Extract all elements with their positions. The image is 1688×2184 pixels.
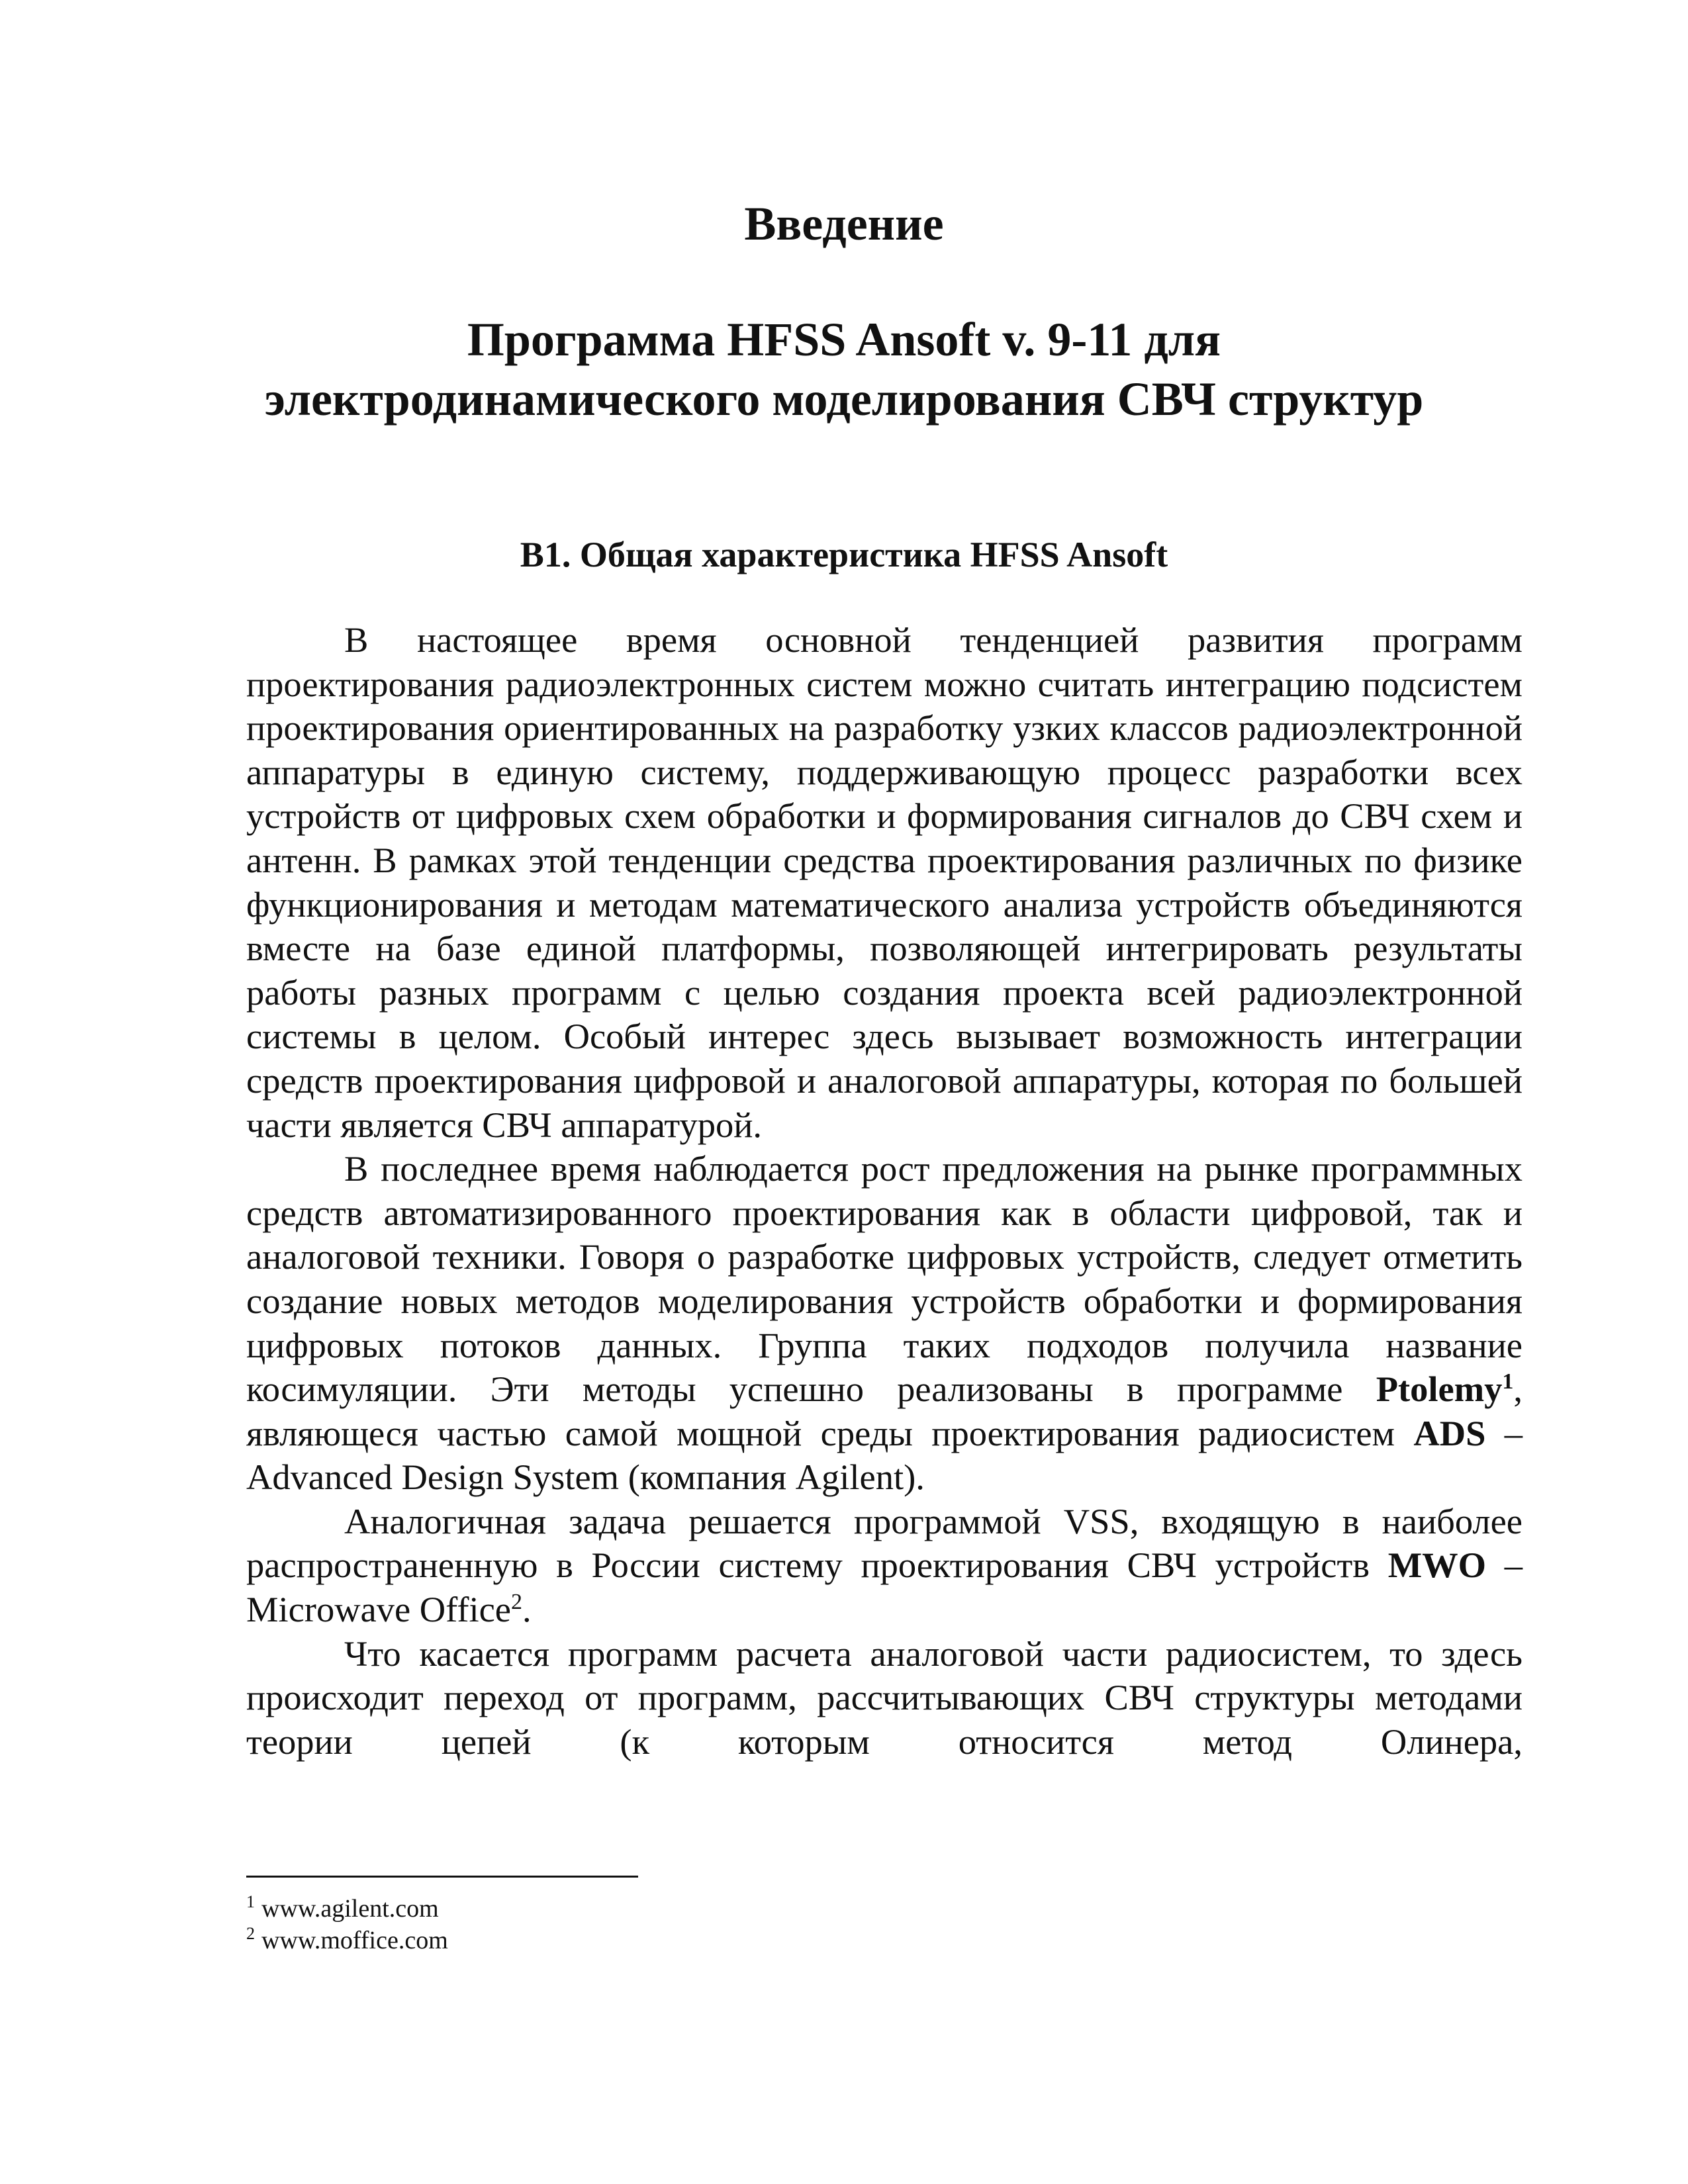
paragraph-1: В настоящее время основной тенденцией развития программ проектирования радиоэлектронных систем можно считать интеграцию подсистем проектирования ориентированных на разработку узких классов радиоэлектронной аппаратуры в единую систему, поддерживающую процесс разработки всех устройств от цифровых схем обработки и формирования сигналов до СВЧ схем и антенн. В рамках этой тенденции средства проектирования различных по физике функционирования и методам математического анализа устройств объединяются вместе на базе единой платформы, позволяющей интегрировать результаты работы разных программ с целью создания проекта всей радиоэлектронной системы в целом. Особый интерес здесь вызывает возможность интеграции средств проектирования цифровой и аналоговой аппаратуры, которая по большей части является СВЧ аппаратурой.	[246, 619, 1523, 1145]
paragraph-3-part-2: – Microwave Office	[246, 1545, 1523, 1630]
paragraph-2-part-1: В последнее время наблюдается рост предложения на рынке программных средств автоматизированного проектирования как в области цифровой, так и аналоговой техники. Говоря о разработке цифровых устройств, следует отметить создание новых методов моделирования устройств обработки и формирования цифровых потоков данных. Группа таких подходов получила название косимуляции. Эти методы успешно реализованы в программе	[246, 1148, 1523, 1410]
footnote-2	[246, 1925, 448, 1956]
footnote-ref-1: 1	[1502, 1369, 1514, 1394]
intro-heading: Введение	[744, 197, 944, 250]
footnotes	[246, 1893, 448, 1956]
paragraph-2	[246, 1147, 1523, 1500]
program-heading-line-2: электродинамического моделирования СВЧ структур	[264, 373, 1424, 426]
section-heading: В1. Общая характеристика HFSS Ansoft	[520, 535, 1168, 574]
ptolemy-term: Ptolemy	[1376, 1369, 1503, 1410]
footnote-1	[246, 1893, 448, 1925]
footnote-1-text: www.agilent.com	[261, 1895, 439, 1923]
paragraph-4: Что касается программ расчета аналоговой части радиосистем, то здесь происходит переход от программ, рассчитывающих СВЧ структуры методами теории цепей (к которым относится метод Олинера,	[246, 1633, 1523, 1762]
footnote-ref-2: 2	[511, 1589, 522, 1614]
program-heading-line-1: Программа HFSS Ansoft v. 9-11 для	[467, 313, 1221, 366]
paragraph-2-part-2: , являющеся частью самой мощной среды проектирования радиосистем	[246, 1369, 1523, 1453]
mwo-term: MWO	[1387, 1545, 1487, 1586]
paragraph-3-part-1: Аналогичная задача решается программой VSS, входящую в наиболее распространенную в России систему проектирования СВЧ устройств	[246, 1500, 1523, 1586]
footnote-2-mark: 2	[246, 1924, 255, 1944]
body-text	[246, 618, 1523, 1764]
footnote-1-mark: 1	[246, 1892, 255, 1912]
footnote-2-text: www.moffice.com	[261, 1927, 448, 1954]
paragraph-2-part-3: – Advanced Design System (компания Agilent).	[246, 1412, 1523, 1498]
ads-term: ADS	[1413, 1412, 1486, 1453]
paragraph-3	[246, 1500, 1523, 1632]
paragraph-3-part-3: .	[522, 1589, 532, 1630]
program-heading	[0, 310, 1688, 429]
footnote-separator	[246, 1876, 638, 1878]
